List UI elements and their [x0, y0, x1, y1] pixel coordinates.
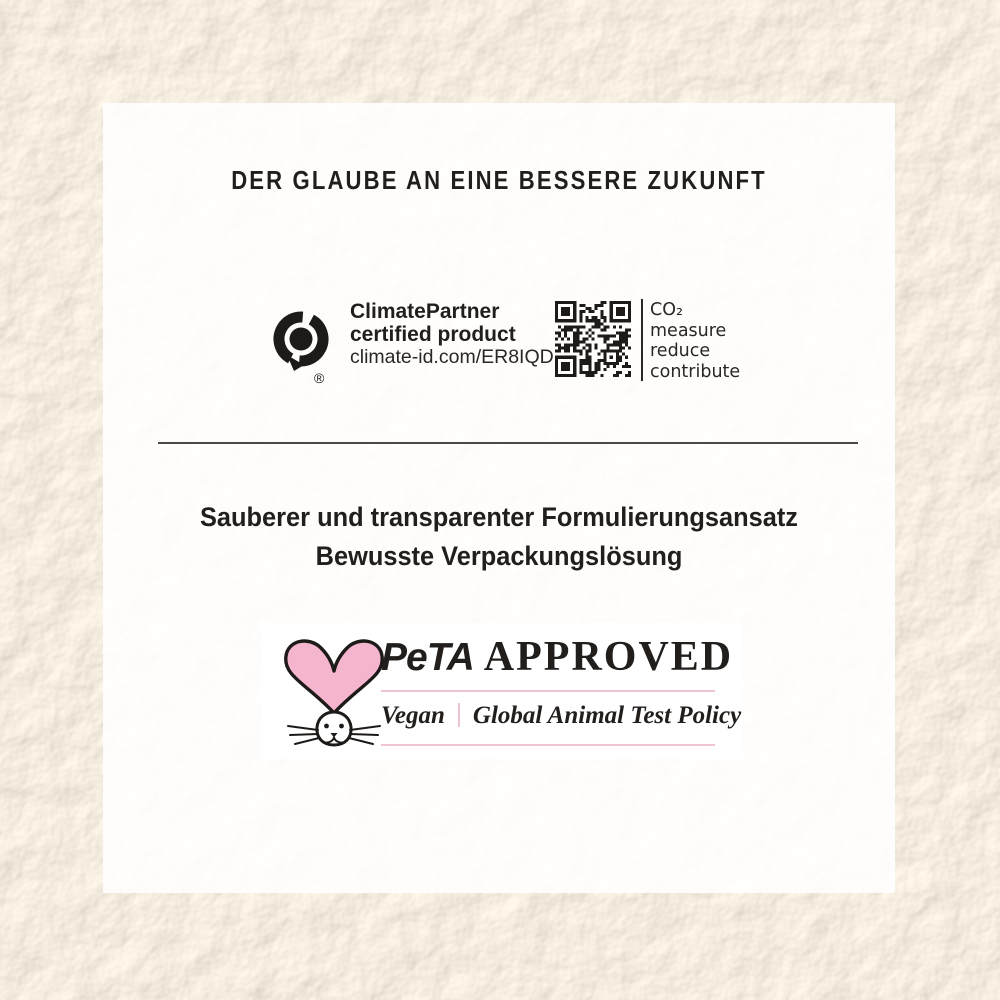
co2-line: measure	[650, 320, 727, 341]
climatepartner-certified: certified product	[350, 322, 516, 346]
climatepartner-logo-icon	[261, 297, 341, 389]
peta-brand: PeTA	[381, 636, 474, 679]
climate-id-url: climate-id.com/ER8IQD	[350, 346, 554, 368]
peta-policy: Global Animal Test Policy	[472, 702, 742, 729]
peta-bunny-icon	[271, 631, 397, 755]
peta-approved-badge	[261, 623, 742, 759]
climatepartner-label	[350, 301, 554, 369]
claim-packaging: Bewusste Verpackungslösung	[315, 541, 683, 571]
peta-subtitle	[381, 702, 742, 730]
co2-text-block	[650, 300, 740, 382]
qr-code-icon	[555, 301, 631, 377]
headline: DER GLAUBE AN EINE BESSERE ZUKUNFT	[231, 165, 767, 195]
registered-mark: ®	[314, 370, 325, 386]
peta-text-block	[381, 623, 742, 759]
peta-title	[381, 633, 734, 681]
section-divider-line	[158, 442, 858, 444]
claim-formulation: Sauberer und transparenter Formulierungsansatz	[200, 502, 798, 532]
peta-approved-word: APPROVED	[483, 634, 734, 680]
vertical-divider	[641, 299, 643, 381]
pink-separator	[458, 703, 460, 727]
info-panel	[103, 103, 895, 893]
heart-ears	[286, 641, 383, 713]
co2-line: CO₂	[650, 300, 684, 320]
bunny-head	[317, 712, 351, 745]
pink-rule-bottom	[381, 744, 715, 746]
pink-rule-top	[381, 690, 715, 692]
climatepartner-name: ClimatePartner	[350, 300, 500, 323]
co2-line: contribute	[650, 361, 741, 382]
peta-vegan: Vegan	[381, 702, 445, 729]
co2-line: reduce	[650, 341, 711, 361]
